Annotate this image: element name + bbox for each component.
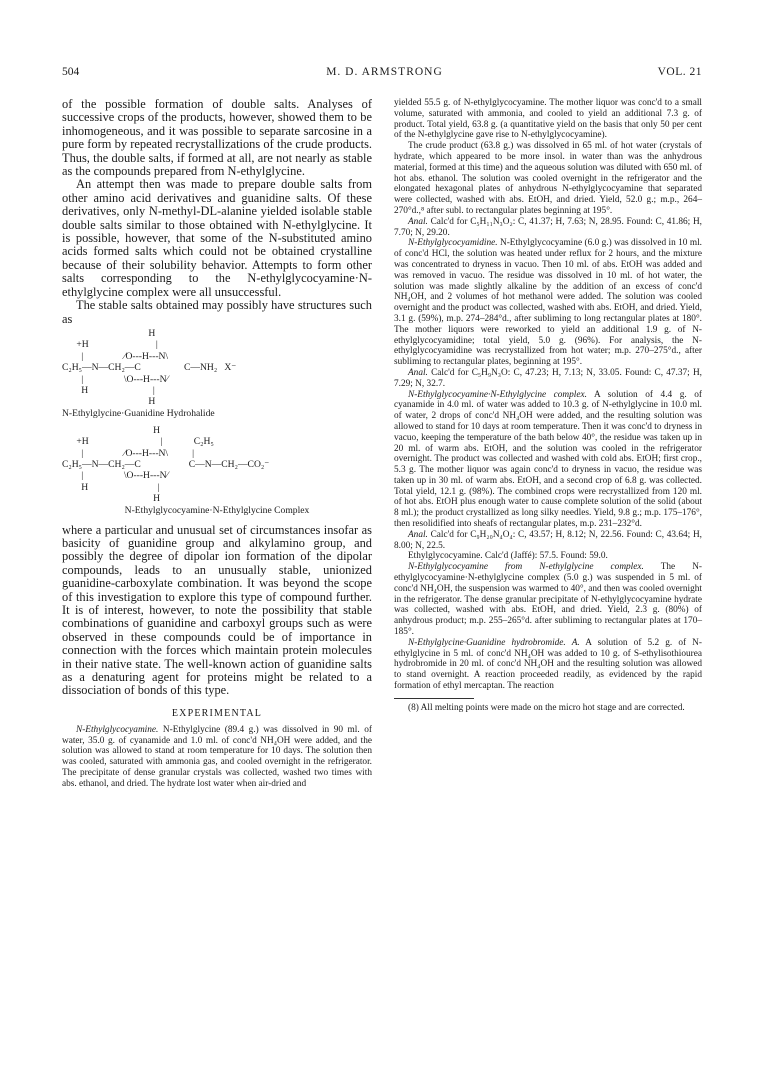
paragraph-double-salts: of the possible formation of double salts. Analyses of successive crops of the products, however, showed them to be inhomogeneous, and it was possible to separate sarcosine in a pure form by repeated recrystallizations of the crude products. Thus, the double salts, if formed at all, are not nearly as stable as the compounds prepared from N-ethylglycine.	[62, 97, 372, 179]
paragraph-complex	[394, 390, 702, 530]
analysis-2	[394, 368, 702, 390]
paragraph-circumstances: where a particular and unusual set of circumstances insofar as basicity of guanidine group and alkylamino group, and possibly the degree of dipolar ion formation of the dipolar compounds, leads to an unusually stable, unionized guanidine-carboxylate combination. It was beyond the scope of this investigation to explore this type of compound further. It is of interest, however, to note the possibility that stable combinations of guanidine and carboxyl groups such as were observed in these compounds could be of importance in connection with the forces which maintain protein molecules in their native state. The well-known action of guanidine salts as a denaturing agent for proteins might be related to a dissociation of bonds of this type.	[62, 522, 372, 698]
caption-glycocyamine-complex: N-Ethylglycocyamine·N-Ethylglycine Complex	[124, 504, 310, 516]
section-heading-experimental: EXPERIMENTAL	[171, 707, 263, 719]
footnote-rule	[394, 698, 474, 699]
paragraph-ethylglycocyamine-prep	[62, 725, 372, 790]
paragraph-text: The N-ethylglycocyamine·N-ethylglycine complex (5.0 g.) was suspended in 5 ml. of conc'd NH₄OH, the suspension was warmed to 40°, and then was cooled overnight in the refrigerator. The dense granular precipitate of N-ethylglycocyamine hydrate was collected, washed with abs. EtOH, and dried. Yield, 2.3 g. (80%) of anhydrous product; m.p. 255–265°d. after subliming to rectangular plates at 170–185°.	[394, 562, 703, 638]
paragraph-text: N-Ethylglycocyamine (6.0 g.) was dissolved in 10 ml. of conc'd HCl, the solution was heated under reflux for 2 hours, and the mixture was concentrated to dryness in vacuo. Then 10 ml. of abs. EtOH was added and was removed in vacuo. The residue was dissolved in 10 ml. of hot water, the solution was made slightly alkaline by the addition of an excess of conc'd NH₄OH, and 2 volumes of hot methanol were added. The solution was cooled overnight and the product was collected, washed with abs. EtOH, and dried. Yield, 3.1 g. (59%), m.p. 274–284°d., after subliming to long rectangular plates at 180°. The mother liquors were reworked to yield an additional 1.9 g. of N-ethylglycocyamidine; total yield, 5.0 g. (96%). For analysis, the N-ethylglycocyamidine was recrystallized from hot water; m.p. 270–275°d., after subliming to rectangular plates, beginning at 195°.	[394, 238, 702, 368]
paragraph-glycocyamidine	[394, 238, 702, 368]
left-column	[62, 98, 372, 790]
structure-glycocyamine-complex: H +H | C₂H₅ | ⁄O---H---N\ | C₂H₅—N—CH₂—C C—N—CH₂—CO₂⁻ | \O---H---N⁄ H | H	[62, 424, 270, 505]
paragraph-attempt: An attempt then was made to prepare double salts from other amino acid derivatives and guanidine salts. Of these derivatives, only N-methyl-DL-alanine yielded isolable stable double salts similar to those obtained with N-ethylglycine. It is possible, however, that some of the N-substituted amino acids formed salts which could not be obtained crystalline because of their solubility behavior. Attempts to form other salts corresponding to the N-ethylglycocyamine·N-ethylglycine complex were all unsuccessful.	[62, 177, 372, 299]
paragraph-stable-salts: The stable salts obtained may possibly have structures such as	[62, 298, 372, 326]
run-in-title: N-Ethylglycocyamine from N-ethylglycine complex.	[408, 562, 644, 573]
paragraph-text: N-Ethylglycine (89.4 g.) was dissolved in 90 ml. of water, 35.0 g. of cyanamide and 1.0 ml. of conc'd NH₄OH were added, and the solution was allowed to stand at room temperature for 10 days. The solution then was cooled, saturated with ammonia gas, and cooled overnight in the refrigerator. The precipitate of dense granular crystals was collected, washed two times with abs. ethanol, and dried. The hydrate lost water when air-dried and	[62, 724, 372, 789]
run-in-title: N-Ethylglycocyamine·N-Ethylglycine complex.	[408, 389, 587, 400]
anal-label: Anal.	[408, 367, 428, 378]
volume-label: VOL. 21	[657, 66, 702, 78]
paragraph-yield: yielded 55.5 g. of N-ethylglycocyamine. The mother liquor was conc'd to a small volume, saturated with ammonia, and cooled to yield an additional 7.3 g. of product. Total yield, 63.8 g. (a quantitative yield on the basis that only 50 per cent of the N-ethylglycine gave rise to N-ethylglycocyamine).	[394, 98, 702, 141]
analysis-text: Calc'd for C₉H₂₀N₄O₄: C, 43.57; H, 8.12; N, 22.56. Found: C, 43.64; H, 8.00; N, 22.5.	[394, 529, 702, 551]
anal-label: Anal.	[408, 529, 428, 540]
paragraph-from-complex	[394, 562, 702, 638]
analysis-text: Calc'd for C₅H₁₁N₃O₂: C, 41.37; H, 7.63; N, 28.95. Found: C, 41.86; H, 7.70; N, 29.20.	[394, 216, 702, 238]
structure-guanidine-hydrohalide: H +H | | ⁄O---H---N\ C₂H₅—N—CH₂—C C—NH₂ X⁻ | \O---H---N⁄ H | H	[62, 327, 237, 408]
right-column	[394, 98, 702, 714]
analysis-text: Calc'd for C₅H₉N₃O: C, 47.23; H, 7.13; N, 33.05. Found: C, 47.37; H, 7.29; N, 32.7.	[394, 367, 702, 389]
run-in-title: N-Ethylglycocyamidine.	[408, 238, 498, 249]
run-in-title: N-Ethylglycine·Guanidine hydrobromide. A.	[408, 637, 580, 648]
footnote: (8) All melting points were made on the micro hot stage and are corrected.	[408, 702, 685, 713]
analysis-1	[394, 217, 702, 239]
paragraph-text: A solution of 5.2 g. of N-ethylglycine in 5 ml. of conc'd NH₄OH was added to 10 g. of S-ethylisothiourea hydrobromide in 20 ml. of conc'd NH₄OH and the resulting solution was allowed to stand overnight. A reaction proceeded readily, as evidenced by the rapid formation of ethyl mercaptan. The reaction	[394, 637, 702, 692]
analysis-3	[394, 530, 702, 552]
paragraph-text: A solution of 4.4 g. of cyanamide in 4.0 ml. of water was added to 10.3 g. of N-ethylglycine in 10.0 ml. of water, 2 drops of conc'd NH₄OH were added, and the resulting solution was allowed to stand for 10 days at room temperature. Then it was conc'd to dryness in vacuo, keeping the temperature of the bath below 40°, the residue was taken up in 20 ml. of warm abs. EtOH, and the solution was cooled in the refrigerator overnight. The product was collected and washed with cold abs. EtOH; first crop., 5.3 g. The mother liquor was again conc'd to dryness in vacuo, the residue was taken up in 30 ml. of warm abs. EtOH, and a second crop of 6.8 g. was collected. Total yield, 12.1 g. (98%). The combined crops were recrystallized from 120 ml. of hot abs. EtOH plus enough water to cause complete solution of the solid (about 8 ml.); the product crystallized as long silky needles. Yield, 9.8 g.; m.p. 175–176°, then resolidified into sheafs of rectangular plates, m.p. 231–232°d.	[394, 389, 702, 530]
anal-label: Anal.	[408, 216, 428, 227]
page-number: 504	[62, 66, 80, 78]
run-in-title: N-Ethylglycocyamine.	[76, 724, 159, 735]
paragraph-crude-product: The crude product (63.8 g.) was dissolved in 65 ml. of hot water (crystals of hydrate, which appeared to be more insol. in water than was the anhydrous material, formed at this time) and the aqueous solution was diluted with 650 ml. of hot abs. ethanol. The solution was cooled overnight in the refrigerator and the elongated hexagonal plates of anhydrous N-ethylglycocyamine that separated were collected, washed with abs. EtOH, and dried. Yield, 52.0 g.; m.p., 264–270°d.,⁸ after subl. to rectangular plates beginning at 195°.	[394, 141, 702, 216]
paragraph-guanidine-hydrobromide	[394, 638, 702, 692]
running-head-author: M. D. ARMSTRONG	[326, 66, 443, 78]
paragraph-jaffe: Ethylglycocyamine. Calc'd (Jaffé): 57.5. Found: 59.0.	[408, 551, 608, 562]
caption-guanidine-hydrohalide: N-Ethylglycine·Guanidine Hydrohalide	[62, 407, 215, 419]
